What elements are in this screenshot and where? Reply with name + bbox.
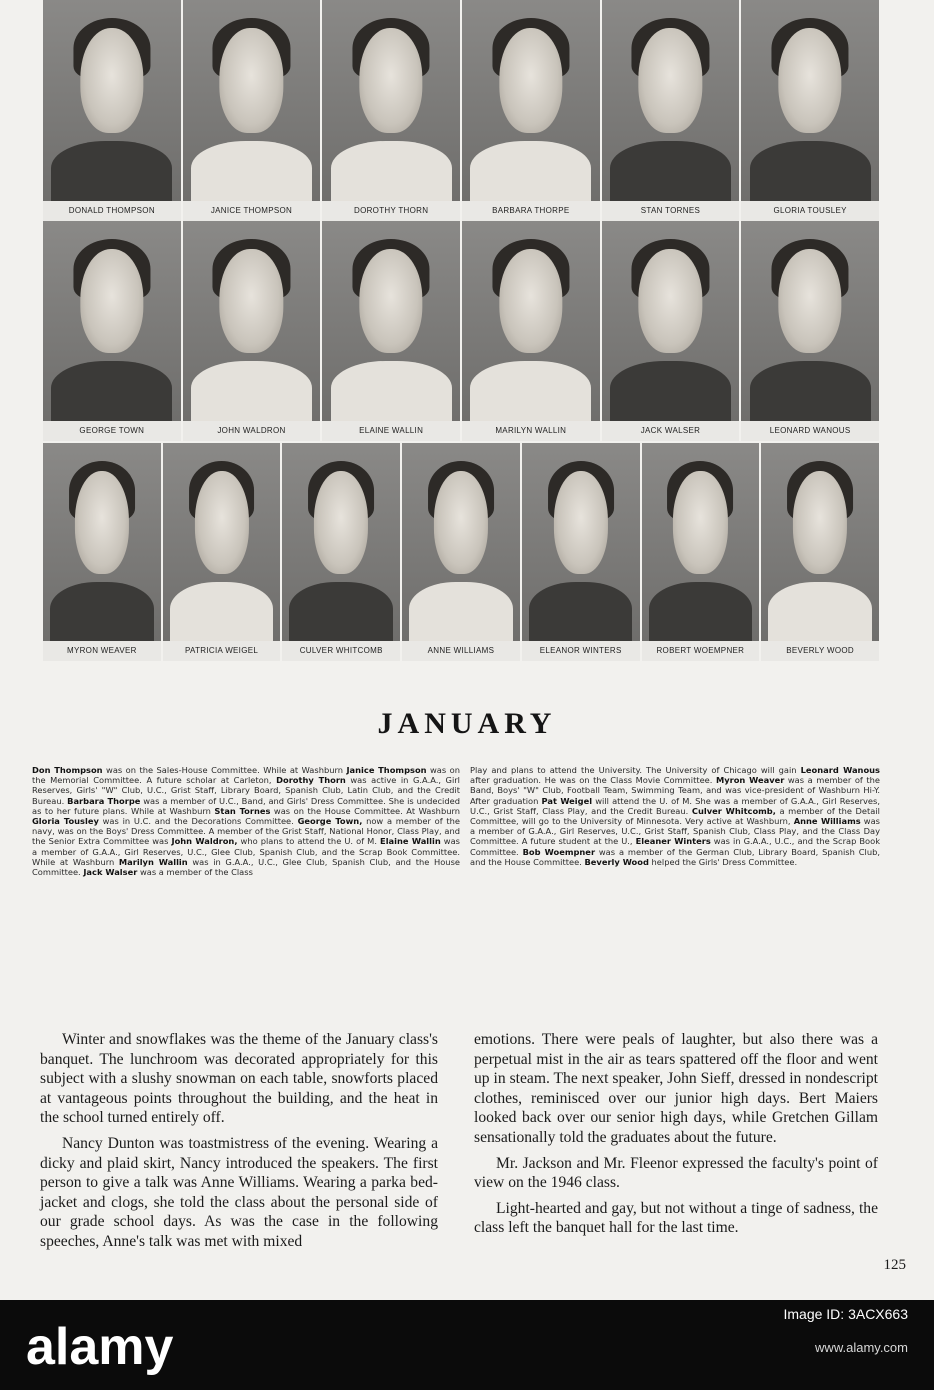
student-name: Culver Whitcomb, [691, 805, 776, 816]
portrait-caption: MARILYN WALLIN [462, 421, 600, 441]
portrait-head [80, 28, 143, 133]
portrait-cell [462, 0, 602, 221]
story-paragraph: Mr. Jackson and Mr. Fleenor expressed the faculty's point of view on the 1946 class. [474, 1154, 878, 1192]
alamy-logo [26, 1318, 226, 1378]
student-name: John Waldron, [171, 836, 238, 847]
portrait-head [434, 471, 488, 574]
portrait-cell [43, 221, 183, 441]
portrait-shoulders [529, 582, 633, 641]
portrait-head [778, 249, 841, 353]
portrait-head [554, 471, 608, 574]
portrait-cell [163, 443, 283, 661]
portrait-row-2 [43, 221, 881, 441]
portrait-shoulders [191, 361, 312, 421]
portrait-caption: DOROTHY THORN [322, 201, 460, 221]
portrait-cell [462, 221, 602, 441]
story-paragraph: Winter and snowflakes was the theme of the January class's banquet. The lunchroom was decorated appropriately for this subject with a slushy snowman on each table, snowforts placed at vantageous points throughout the building, and the heat in the school turned entirely off. [40, 1031, 438, 1127]
portrait-head [673, 471, 727, 574]
story-paragraph: Nancy Dunton was toastmistress of the evening. Wearing a dicky and plaid skirt, Nancy introduced the speakers. The first person to give a talk was Anne Williams. Wearing a parka bed-jacket and clogs, she told the class about the personal side of our grade school days. As was the case in the following speeches, Anne's talk was met with mixed [40, 1134, 438, 1250]
student-name: Eleaner Winters [635, 836, 711, 847]
portrait-photo [322, 221, 460, 421]
portrait-caption: GEORGE TOWN [43, 421, 181, 441]
portrait-shoulders [289, 582, 393, 641]
portrait-photo [183, 221, 321, 421]
page-number: 125 [883, 1257, 906, 1273]
portrait-head [639, 249, 702, 353]
summary-text: was in U.C. and the Decorations Committee. [98, 816, 298, 827]
site-url: www.alamy.com [815, 1340, 908, 1355]
summary-text: was in G.A.A., U.C., Glee Club, Spanish Club, and the House Committee. [32, 856, 460, 878]
portrait-cell [322, 0, 462, 221]
student-name: Barbara Thorpe [67, 795, 141, 806]
portrait-shoulders [191, 141, 312, 201]
portrait-shoulders [750, 361, 871, 421]
portrait-shoulders [610, 141, 731, 201]
portrait-cell [183, 0, 323, 221]
student-name: Janice Thompson [346, 765, 427, 775]
portrait-photo [602, 221, 740, 421]
portrait-shoulders [50, 582, 154, 641]
summary-text: now a member of the navy, was on the Boys' Dress Committee. A member of the Grist Staff, National Honor, Class Play, and the Senior Extra Committee was [32, 816, 460, 847]
logo-wordmark: alamy [26, 1318, 174, 1376]
summary-text: was on the House Committee. At Washburn [270, 805, 460, 816]
portrait-caption: LEONARD WANOUS [741, 421, 879, 441]
summary-text: was on the Sales-House Committee. While at Washburn [102, 765, 347, 775]
summary-text: will attend the U. of M. She was a member of G.A.A., Girl Reserves, U.C., Grist Staff, Class Play, and the Credit Bureau. [470, 795, 881, 816]
portrait-row-3 [43, 443, 881, 661]
portrait-photo [322, 0, 460, 201]
portrait-caption: ELEANOR WINTERS [522, 641, 640, 661]
summary-column-left [32, 765, 460, 877]
portrait-caption: ANNE WILLIAMS [402, 641, 520, 661]
portrait-photo [462, 221, 600, 421]
portrait-shoulders [610, 361, 731, 421]
portrait-head [499, 249, 562, 353]
portrait-photo [462, 0, 600, 201]
portrait-cell [602, 0, 742, 221]
portrait-head [359, 249, 422, 353]
portrait-photo [741, 221, 879, 421]
portrait-cell [43, 0, 183, 221]
portrait-shoulders [331, 361, 452, 421]
section-heading: JANUARY [377, 707, 557, 740]
portrait-head [80, 249, 143, 353]
student-name: Marilyn Wallin [118, 856, 188, 867]
portrait-shoulders [331, 141, 452, 201]
portrait-cell [642, 443, 762, 661]
summary-text: was a member of U.C., Band, and Girls' Dress Committee. She is undecided as to her future plans. While at Washburn [32, 795, 460, 816]
student-name: Stan Tornes [214, 805, 271, 816]
portrait-cell [43, 443, 163, 661]
portrait-shoulders [768, 582, 872, 641]
summary-text: was on the Memorial Committee. A future scholar at Carleton, [32, 765, 460, 786]
portrait-caption: MYRON WEAVER [43, 641, 161, 661]
portrait-photo [602, 0, 740, 201]
portrait-shoulders [750, 141, 871, 201]
portrait-cell [183, 221, 323, 441]
portrait-head [194, 471, 248, 574]
portrait-photo [183, 0, 321, 201]
portrait-head [314, 471, 368, 574]
portrait-photo [163, 443, 281, 641]
student-name: Elaine Wallin [380, 836, 441, 847]
portrait-shoulders [51, 141, 172, 201]
student-name: Dorothy Thorn [276, 775, 346, 786]
student-name: Don Thompson [32, 765, 103, 775]
portrait-photo [43, 443, 161, 641]
story-column-right [474, 1030, 878, 1244]
summary-text: after graduation. He was on the Class Movie Committee. [470, 775, 716, 786]
portrait-photo [761, 443, 879, 641]
portrait-cell [602, 221, 742, 441]
summary-text: who plans to attend the U. of M. [237, 836, 381, 847]
summary-column-right [470, 765, 880, 867]
portrait-cell [402, 443, 522, 661]
portrait-caption: GLORIA TOUSLEY [741, 201, 879, 221]
portrait-caption: JANICE THOMPSON [183, 201, 321, 221]
portrait-head [778, 28, 841, 133]
summary-text: helped the Girls' Dress Committee. [648, 856, 798, 867]
portrait-row-1 [43, 0, 881, 221]
portrait-caption: CULVER WHITCOMB [282, 641, 400, 661]
portrait-caption: BEVERLY WOOD [761, 641, 879, 661]
portrait-shoulders [51, 361, 172, 421]
portrait-photo [642, 443, 760, 641]
stock-footer-bar [0, 1300, 934, 1390]
portrait-head [220, 28, 283, 133]
summary-text: was active in G.A.A., Girl Reserves, Girls' "W" Club, U.C., Grist Staff, Library Board, Spanish Club, Latin Club, and the Credit Bureau. [32, 775, 460, 806]
student-name: Anne Williams [793, 816, 861, 827]
portrait-caption: PATRICIA WEIGEL [163, 641, 281, 661]
image-id-label: Image ID: 3ACX663 [783, 1306, 908, 1322]
summary-text: was in G.A.A., U.C., and the Scrap Book Committee. [470, 836, 881, 857]
summary-text: was a member of the German Club, Library Board, Spanish Club, and the House Committee. [470, 846, 880, 867]
portrait-caption: ROBERT WOEMPNER [642, 641, 760, 661]
portrait-cell [522, 443, 642, 661]
portrait-head [639, 28, 702, 133]
student-name: Gloria Tousley [32, 816, 99, 827]
portrait-photo [402, 443, 520, 641]
summary-text: a member of the Detail Committee, will go to the University of Minnesota. Very active at Washburn, [470, 805, 880, 827]
student-name: Myron Weaver [715, 775, 785, 786]
portrait-cell [322, 221, 462, 441]
portrait-head [499, 28, 562, 133]
story-column-left [40, 1030, 438, 1258]
summary-text: was a member of the Band, Boys' "W" Club, Football Team, Swimming Team, and was vice-president of Washburn Hi-Y. After graduation [470, 775, 880, 806]
student-name: Leonard Wanous [800, 765, 880, 775]
portrait-photo [522, 443, 640, 641]
portrait-photo [43, 0, 181, 201]
portrait-caption: JACK WALSER [602, 421, 740, 441]
student-name: Bob Woempner [522, 846, 596, 857]
portrait-shoulders [409, 582, 513, 641]
student-name: Pat Weigel [541, 795, 593, 806]
summary-text: was a member of the Class [137, 867, 253, 878]
story-paragraph: Light-hearted and gay, but not without a tinge of sadness, the class left the banquet hall for the last time. [474, 1199, 878, 1237]
portrait-caption: JOHN WALDRON [183, 421, 321, 441]
portrait-head [75, 471, 129, 574]
portrait-caption: BARBARA THORPE [462, 201, 600, 221]
student-name: Jack Walser [83, 867, 138, 878]
portrait-shoulders [170, 582, 274, 641]
portrait-cell [282, 443, 402, 661]
portrait-cell [761, 443, 881, 661]
student-name: Beverly Wood [584, 856, 649, 867]
portrait-caption: DONALD THOMPSON [43, 201, 181, 221]
portrait-shoulders [470, 361, 591, 421]
portrait-caption: STAN TORNES [602, 201, 740, 221]
portrait-head [220, 249, 283, 353]
portrait-cell [741, 0, 881, 221]
portrait-caption: ELAINE WALLIN [322, 421, 460, 441]
portrait-photo [741, 0, 879, 201]
portrait-photo [43, 221, 181, 421]
student-name: George Town, [297, 816, 363, 827]
story-paragraph: emotions. There were peals of laughter, but also there was a perpetual mist in the air as tears spattered off the floor and went up in steam. The next speaker, John Sieff, dressed in nondescript clothes, reminisced over our junior high days. Bert Maiers looked back over our senior high days, while Gretchen Gillam sensationally told the graduates about the future. [474, 1031, 878, 1146]
summary-text: Play and plans to attend the University. The University of Chicago will gain [470, 765, 801, 775]
summary-text: was a member of G.A.A., Girl Reserves, U.C., Glee Club, Spanish Club, and the Scrap Book Committee. While at Washburn [32, 836, 461, 867]
portrait-head [793, 471, 847, 574]
portrait-photo [282, 443, 400, 641]
portrait-head [359, 28, 422, 133]
summary-text: was a member of G.A.A., Girl Reserves, U.C., Grist Staff, Spanish Club, Class Play, and the Class Day Committee. A future student at the U., [470, 816, 880, 847]
portrait-shoulders [649, 582, 753, 641]
portrait-cell [741, 221, 881, 441]
portrait-shoulders [470, 141, 591, 201]
